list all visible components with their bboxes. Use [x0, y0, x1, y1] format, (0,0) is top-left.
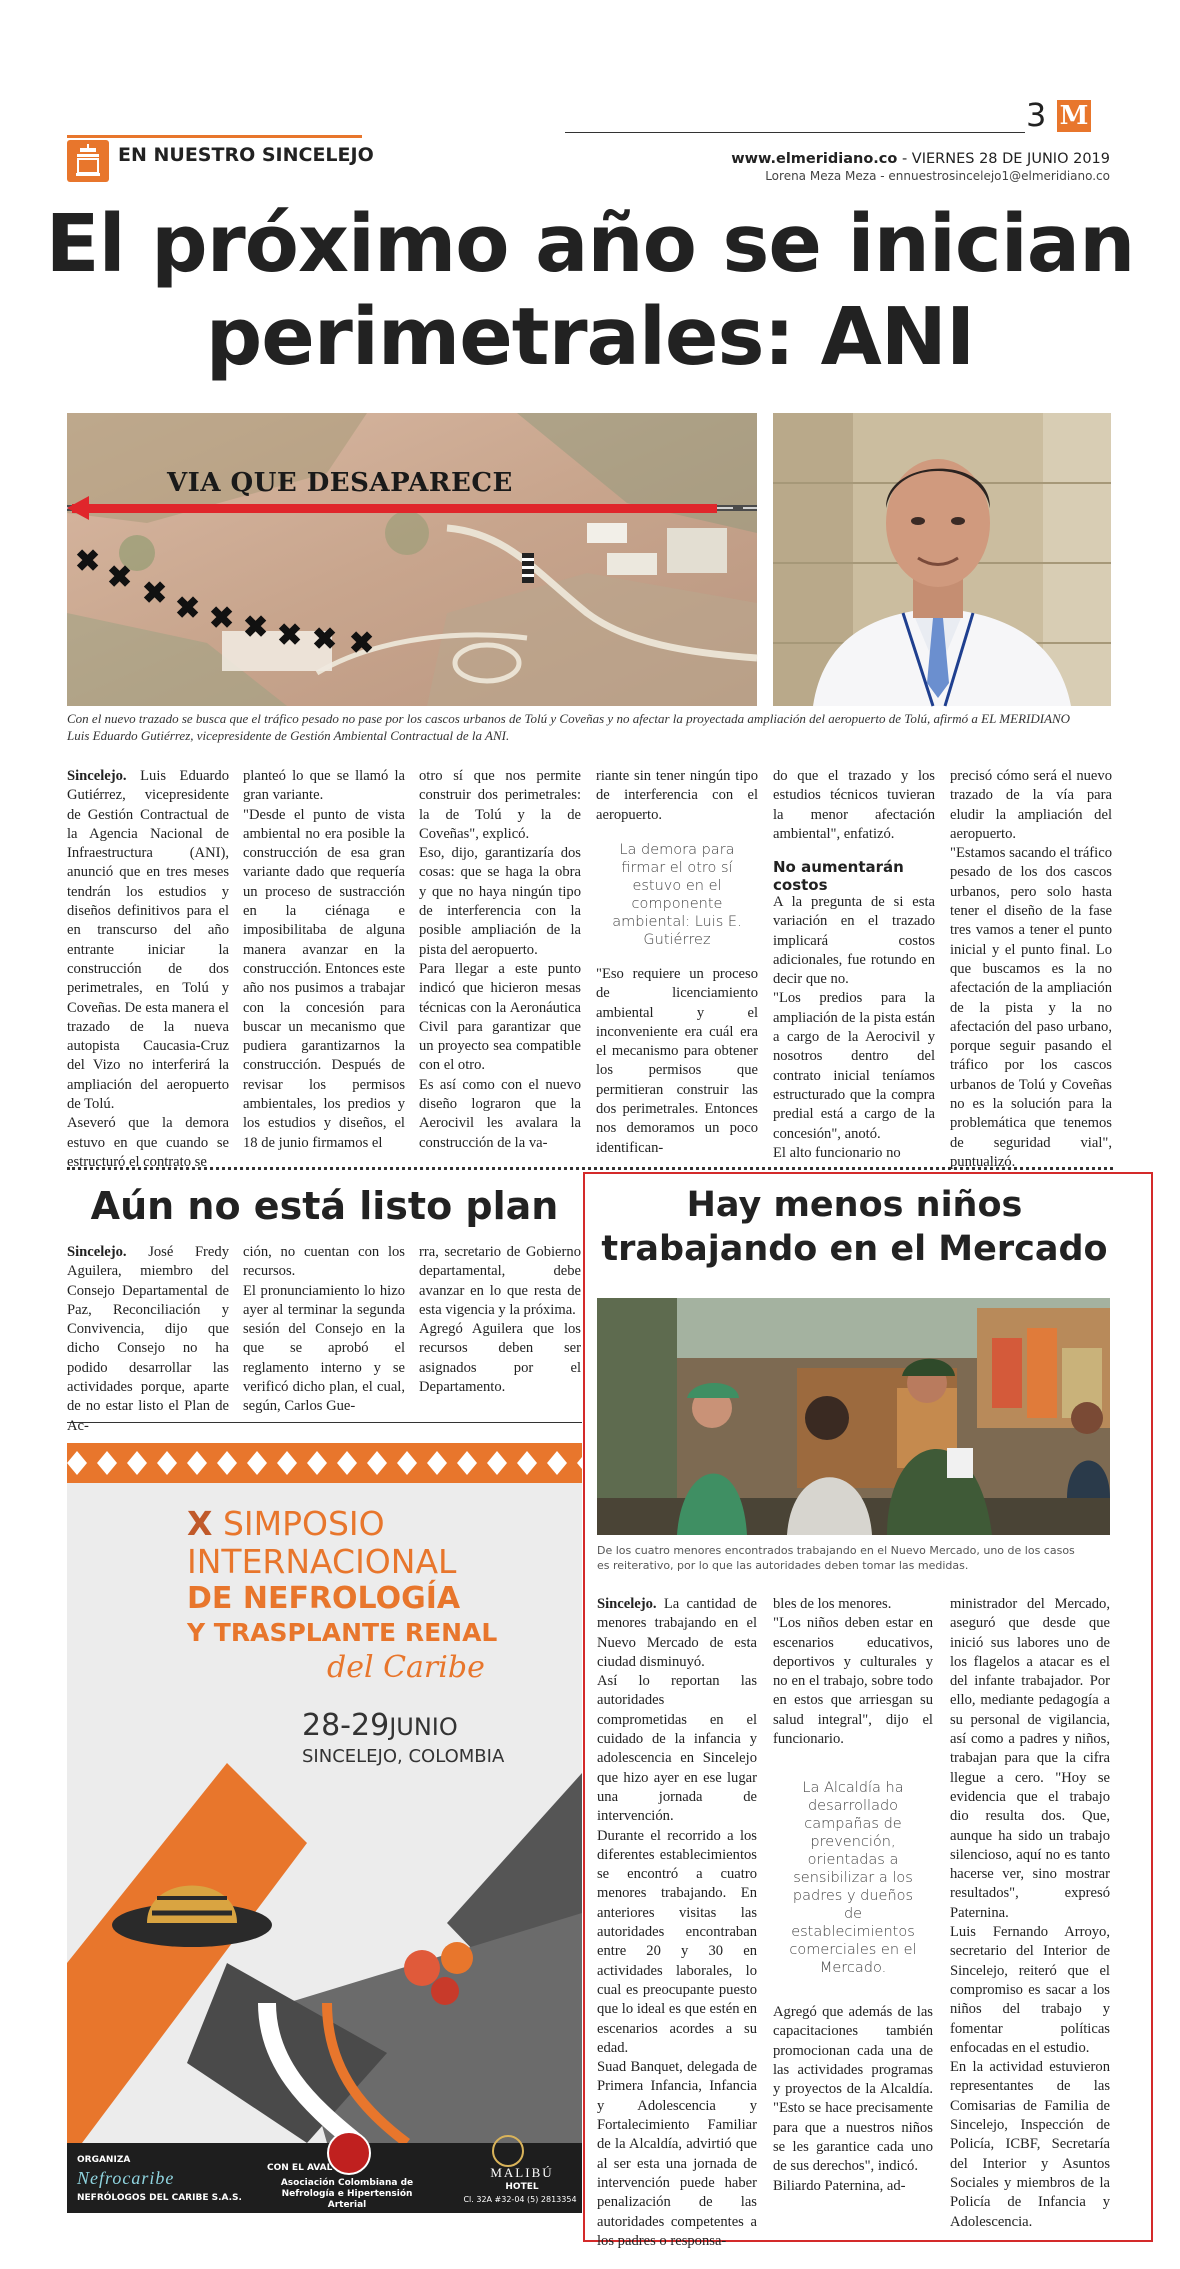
aval-logo-icon — [327, 2131, 371, 2175]
hotel-logo-icon — [492, 2135, 524, 2167]
map-photo — [67, 413, 757, 706]
ad-hotel-label: HOTEL — [505, 2182, 539, 2192]
second-dateline: Sincelejo. — [597, 1596, 657, 1612]
second-column-3: ministrador del Mercado, aseguró que desde que inició sus labores uno de los flagelos a atacar es el del infante trabajador. Por ello, mediante pedagogía a su personal de vigilancia, así como a padres y niños, trabajan para que la cifra llegue a cero. "Hoy se evidencia que el trabajo dio resulta dos. Que, aunque ha sido un trabajo silencioso, aquí no es tanto hacerse ver, sino mostrar resultados", expresó Paternina. Luis Fernando Arroyo, secretario del Interior de Sincelejo, reiteró que el compromiso es sacar a los niños del trabajo y fomentar políticas enfocadas en el estudio. En la actividad estuvieron representantes de las Comisarias de Familia de Sincelejo, Inspección de Policía, ICBF, Secretaría del Interior y Asuntos Sociales y miembros de la Policía de Infancia y Adolescencia. — [950, 1596, 1110, 2230]
page-number: 3 — [1026, 96, 1047, 134]
main-column-3: otro sí que nos permite construir dos perimetrales: la de Tolú y la de Coveñas", explicó. Eso, dijo, garantizaría dos cosas: que se haga la obra y que no haya ningún tipo de interferencia con la posible ampliación de la pista del aeropuerto. Para llegar a este punto indicó que hicieron mesas técnicas con la Aeronáutica Civil para garantizar que un proyecto sea compatible con el otro. Es así como con el nuevo diseño lograron que la Aerocivil les avalara la construcción de la va- — [419, 768, 581, 1151]
masthead-dateline — [650, 150, 1110, 168]
ad-line3: DE NEFROLOGÍA — [187, 1581, 461, 1616]
second-caption-line1: De los cuatro menores encontrados trabajando en el Nuevo Mercado, uno de los casos — [597, 1544, 1075, 1557]
portrait-illustration — [773, 413, 1111, 706]
second-column-1 — [597, 1595, 757, 2249]
masthead-rule — [565, 132, 1025, 133]
ad-line4: Y TRASPLANTE RENAL — [187, 1618, 498, 1647]
brief-column-2: ción, no cuentan con los recursos. El pronunciamiento lo hizo ayer al terminar la segunda sesión del Consejo en la que se aprobó el reglamento interno y se verificó dicho plan, el cual, según, Carlos Gue- — [243, 1244, 405, 1415]
ad-dates-block — [302, 1708, 572, 1769]
svg-text:✖: ✖ — [107, 560, 133, 595]
market-illustration — [597, 1298, 1110, 1535]
logo-letter: M — [1059, 101, 1089, 131]
ad-aval-org-line1: Asociación Colombiana de — [280, 2178, 414, 2188]
ad-hotel-contact: Cl. 32A #32-04 (5) 2813354 — [463, 2195, 577, 2204]
ad-organiza-label: ORGANIZA — [77, 2155, 131, 2165]
masthead — [0, 0, 1180, 190]
ad-line5: del Caribe — [327, 1650, 485, 1685]
section-label: EN NUESTRO SINCELEJO — [118, 144, 374, 166]
ad-organizer-sub: NEFRÓLOGOS DEL CARIBE S.A.S. — [77, 2193, 242, 2203]
second-headline-line2: trabajando en el Mercado — [601, 1229, 1108, 1269]
main-col1-text: Luis Eduardo Gutiérrez, vicepresidente de Gestión Contractual de la Agencia Nacional de Infraestructura (ANI), anunció que en tres meses tendrán los estudios y diseños definitivos para el en transcurso del año entrante iniciar la construcción de dos perimetrales, en Tolú y Coveñas. De esta manera el trazado de la nueva autopista Caucasia-Cruz del Vizo no interferirá la ampliación del aeropuerto de Tolú. Aseveró que la demora estuvo en que cuando se estructuró el contrato se — [67, 768, 229, 1170]
brief-rule — [67, 1422, 582, 1423]
ad-line1: SIMPOSIO — [222, 1504, 385, 1543]
main-column-1 — [67, 767, 229, 1170]
second-column-2-bottom: Agregó que además de las capacitaciones también promocionan cada una de las actividades programas y proyectos de la Alcaldía. "Esto se hace precisamente para que a nuestros niños se les garantice cada uno de sus derechos", indicó. Biliardo Paternina, ad- — [773, 2004, 933, 2194]
issue-date: - VIERNES 28 DE JUNIO 2019 — [901, 151, 1110, 167]
svg-text:✖: ✖ — [175, 591, 201, 626]
svg-text:✖: ✖ — [142, 576, 168, 611]
svg-text:✖: ✖ — [277, 618, 303, 653]
ad-title — [187, 1505, 577, 1687]
ad-edition: X — [187, 1504, 213, 1543]
second-col1-text: La cantidad de menores trabajando en el Nuevo Mercado de esta ciudad disminuyó. Así lo reportan las autoridades comprometidas en el cuidado de la infancia y adolescencia en Sincelejo que hizo ayer en ese lugar una jornada de intervención. Durante el recorrido a los diferentes establecimientos se encontró a cuatro menores trabajando. En anteriores visitas las autoridades encontraban entre 20 y 30 en actividades laborales, lo cual es preocupante puesto que lo ideal es que estén en escenarios acordes a su edad. Suad Banquet, delegada de Primera Infancia, Infancia y Adolescencia y Fortalecimiento Familiar de la Alcaldía, advirtió que al ser esta una jornada de intervención puede haber penalización de las autoridades competentes a los padres o responsa- — [597, 1596, 757, 2249]
market-photo — [597, 1298, 1110, 1535]
ad-aval-label: CON EL AVAL — [267, 2163, 333, 2173]
section-divider — [67, 1167, 1113, 1170]
main-caption-line2: Luis Eduardo Gutiérrez, vicepresidente de Gestión Ambiental Contractual de la ANI. — [67, 728, 510, 743]
main-dateline: Sincelejo. — [67, 768, 127, 784]
ad-month: JUNIO — [389, 1713, 458, 1741]
main-pull-quote: La demora para firmar el otro sí estuvo en el componente ambiental: Luis E. Gutiérrez — [612, 842, 742, 948]
main-caption — [67, 710, 1127, 744]
main-column-5-top: do que el trazado y los estudios técnicos tuvieran la menor afectación ambiental", enfatizó. — [773, 768, 935, 842]
ad-aval-org-line2: Nefrología e Hipertensión Arterial — [281, 2189, 413, 2210]
main-headline-line1: El próximo año se inician — [45, 198, 1135, 290]
second-caption-line2: es reiterativo, por lo que las autoridades deben tomar las medidas. — [597, 1559, 969, 1572]
portrait-photo — [773, 413, 1111, 706]
logo-icon — [1057, 100, 1091, 132]
brief-column-3: rra, secretario de Gobierno departamental, debe avanzar en lo que resta de esta vigencia y la próxima. Agregó Aguilera que los recursos deben ser asignados por el Departamento. — [419, 1244, 581, 1396]
main-subhead: No aumentarán costos — [773, 858, 904, 894]
svg-text:✖: ✖ — [75, 544, 101, 579]
section-icon — [67, 140, 109, 182]
main-column-5-bottom: A la pregunta de si esta variación en el trazado implicará costos adicionales, fue rotundo en decir que no. "Los predios para la ampliación de la pista están a cargo de la Aerocivil y nosotros dentro del contrato inicial teníamos estructurado que la compra predial está a cargo de la concesión", anotó. El alto funcionario no — [773, 894, 935, 1161]
byline: Lorena Meza Meza - ennuestrosincelejo1@elmeridiano.co — [765, 169, 1110, 183]
brief-dateline: Sincelejo. — [67, 1244, 127, 1260]
brief-headline: Aún no está listo plan — [90, 1184, 559, 1228]
brief-col1-text: José Fredy Aguilera, miembro del Consejo Departamental de Paz, Reconciliación y Convivencia, dijo que dicho Consejo no ha podido desarrollar las actividades porque, aparte de no estar listo el Plan de Ac- — [67, 1244, 229, 1434]
second-headline-line1: Hay menos niños — [686, 1185, 1023, 1225]
svg-text:✖: ✖ — [312, 622, 338, 657]
brief-column-1 — [67, 1243, 229, 1434]
svg-text:✖: ✖ — [349, 626, 375, 661]
map-illustration — [67, 413, 757, 706]
svg-text:✖: ✖ — [243, 610, 269, 645]
main-column-4-top: riante sin tener ningún tipo de interferencia con el aeropuerto. — [596, 768, 758, 823]
ad-dates: 28-29 — [302, 1708, 390, 1743]
main-headline — [40, 198, 1140, 384]
ad-line2: INTERNACIONAL — [187, 1542, 457, 1581]
main-column-2: planteó lo que se llamó la gran variante. "Desde el punto de vista ambiental no era posible la construcción de esa gran variante dado que requería un proceso de sustracción en la ciénaga e imposibilitaba de alguna manera avanzar en la construcción. Entonces este año nos pusimos a trabajar con la concesión para buscar un mecanismo que pudiera garantizarnos la construcción. Después de revisar los permisos ambientales, los predios y los estudios y diseños, el 18 de junio firmamos el — [243, 768, 405, 1151]
ad-organizer: Nefrocaribe — [77, 2168, 175, 2188]
main-column-4-bottom: "Eso requiere un proceso de licenciamiento ambiental y el inconveniente era cuál era el mecanismo para obtener los permisos que permitieran construir las dos perimetrales. Entonces nos demoramos un poco identifican- — [596, 966, 758, 1156]
svg-text:✖: ✖ — [209, 601, 235, 636]
second-caption — [597, 1543, 1112, 1573]
ad-aval-org — [267, 2178, 427, 2211]
main-headline-line2: perimetrales: ANI — [205, 291, 975, 383]
second-pull-quote: La Alcaldía ha desarrollado campañas de prevención, orientadas a sensibilizar a los padres y dueños de establecimientos comerciales en el Mercado. — [789, 1780, 917, 1976]
main-column-6: precisó cómo será el nuevo trazado de la vía para eludir la ampliación del aeropuerto. "Estamos sacando el tráfico pesado de los dos cascos urbanos, pero solo hasta tener el diseño de la fase tres vamos a tener el punto inicial y el punto final. Lo que buscamos es la no afectación de la ampliación de la pista y la no afectación del paso urbano, porque seguir pasando el tráfico por los cascos urbanos de Tolú y Coveñas no es la solución para la problemática que tenemos de seguridad vial", puntualizó. — [950, 768, 1112, 1170]
ad-location: SINCELEJO, COLOMBIA — [302, 1746, 505, 1767]
second-column-2-top: bles de los menores. "Los niños deben estar en escenarios educativos, deportivos y culturales y no en el trabajo, sobre todo en estos que arriesgan su salud integral", dijo el funcionario. — [773, 1596, 933, 1748]
website-link[interactable]: www.elmeridiano.co — [731, 151, 898, 167]
ad-hotel-name: MALIBÚ — [490, 2165, 554, 2180]
main-caption-line1: Con el nuevo trazado se busca que el tráfico pesado no pase por los cascos urbanos de Tolú y Coveñas y no afectar la proyectada ampliación del aeropuerto de Tolú, afirmó a EL MERIDIANO — [67, 711, 1071, 726]
second-headline — [597, 1183, 1112, 1271]
map-label: VIA QUE DESAPARECE — [167, 468, 513, 498]
symposium-ad[interactable] — [67, 1443, 582, 2213]
section-rule — [67, 135, 362, 138]
